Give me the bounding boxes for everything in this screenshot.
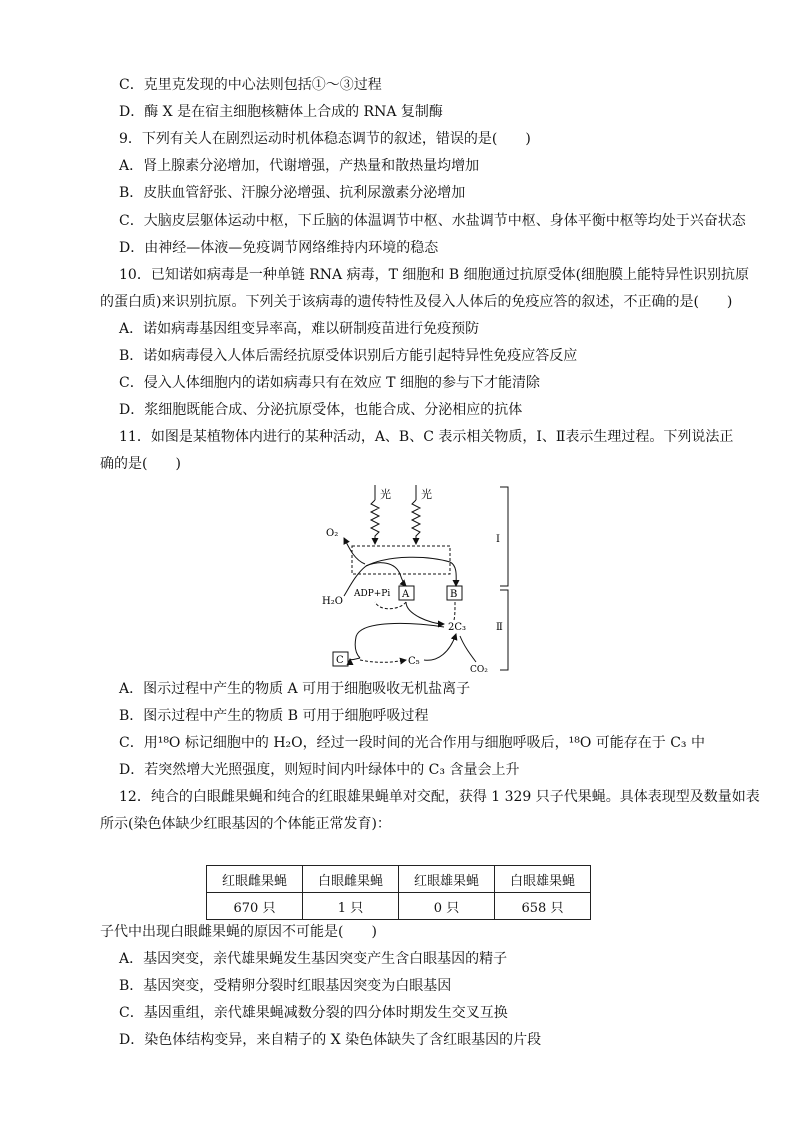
q10-stem: 10．已知诺如病毒是一种单链 RNA 病毒，T 细胞和 B 细胞通过抗原受体(细胞膜上能特异性识别抗原 <box>119 267 750 283</box>
photosynthesis-diagram <box>320 482 520 677</box>
table-header-cell: 红眼雄果蝇 <box>399 866 495 893</box>
light-label-1: 光 <box>380 488 391 501</box>
q11-stem: 11．如图是某植物体内进行的某种活动，A、B、C 表示相关物质，Ⅰ、Ⅱ表示生理过程。下列说法正 <box>119 429 734 445</box>
q9-option-b: B．皮肤血管舒张、汗腺分泌增强、抗利尿激素分泌增加 <box>119 185 466 201</box>
q9-stem: 9．下列有关人在剧烈运动时机体稳态调节的叙述，错误的是( ) <box>119 131 531 147</box>
c3-label: 2C₃ <box>448 622 467 633</box>
process-ii-label: Ⅱ <box>496 622 503 633</box>
q11-stem-cont: 确的是( ) <box>100 456 181 472</box>
substance-c-label: C <box>336 655 344 666</box>
light-label-2: 光 <box>421 488 432 501</box>
substance-a-label: A <box>402 589 410 600</box>
q10-option-b: B．诺如病毒侵入人体后需经抗原受体识别后方能引起特异性免疫应答反应 <box>119 348 578 364</box>
q12-question: 子代中出现白眼雌果蝇的原因不可能是( ) <box>100 924 377 940</box>
table-cell: 0 只 <box>399 893 495 920</box>
q8-option-d: D．酶 X 是在宿主细胞核糖体上合成的 RNA 复制酶 <box>119 104 443 120</box>
q12-option-a: A．基因突变，亲代雄果蝇发生基因突变产生含白眼基因的精子 <box>119 951 508 967</box>
table-row <box>207 893 591 920</box>
q12-option-d: D．染色体结构变异，来自精子的 X 染色体缺失了含红眼基因的片段 <box>119 1032 542 1048</box>
table-header-row <box>207 866 591 893</box>
q11-option-b: B．图示过程中产生的物质 B 可用于细胞呼吸过程 <box>119 708 429 724</box>
table-header-cell: 白眼雌果蝇 <box>303 866 399 893</box>
table-cell: 658 只 <box>495 893 591 920</box>
table-cell: 670 只 <box>207 893 303 920</box>
o2-label: O₂ <box>326 528 339 539</box>
q11-option-c: C．用¹⁸O 标记细胞中的 H₂O，经过一段时间的光合作用与细胞呼吸后，¹⁸O 可能存在于 C₃ 中 <box>119 735 705 751</box>
q9-option-c: C．大脑皮层躯体运动中枢，下丘脑的体温调节中枢、水盐调节中枢、身体平衡中枢等均处于兴奋状态 <box>119 213 746 229</box>
q10-option-c: C．侵入人体细胞内的诺如病毒只有在效应 T 细胞的参与下才能清除 <box>119 375 540 391</box>
adp-pi-label: ADP+Pi <box>354 589 391 599</box>
c5-label: C₅ <box>408 656 420 667</box>
table-header-cell: 红眼雌果蝇 <box>207 866 303 893</box>
h2o-label: H₂O <box>322 596 343 607</box>
q9-option-d: D．由神经—体液—免疫调节网络维持内环境的稳态 <box>119 240 439 256</box>
co2-label: CO₂ <box>470 665 488 675</box>
q9-option-a: A．肾上腺素分泌增加，代谢增强，产热量和散热量均增加 <box>119 158 480 174</box>
q11-option-a: A．图示过程中产生的物质 A 可用于细胞吸收无机盐离子 <box>119 681 471 697</box>
q10-stem-cont: 的蛋白质)来识别抗原。下列关于该病毒的遗传特性及侵入人体后的免疫应答的叙述，不正确的是( ) <box>100 294 733 310</box>
q11-option-d: D．若突然增大光照强度，则短时间内叶绿体中的 C₃ 含量会上升 <box>119 762 520 778</box>
q10-option-a: A．诺如病毒基因组变异率高，难以研制疫苗进行免疫预防 <box>119 321 480 337</box>
q12-option-c: C．基因重组，亲代雄果蝇减数分裂的四分体时期发生交叉互换 <box>119 1005 508 1021</box>
substance-b-label: B <box>450 589 458 600</box>
q12-stem: 12．纯合的白眼雌果蝇和纯合的红眼雄果蝇单对交配，获得 1 329 只子代果蝇。具体表现型及数量如表 <box>119 789 760 805</box>
table-cell: 1 只 <box>303 893 399 920</box>
table-header-cell: 白眼雄果蝇 <box>495 866 591 893</box>
q8-option-c: C．克里克发现的中心法则包括①～③过程 <box>119 77 382 93</box>
process-i-label: Ⅰ <box>496 534 500 545</box>
offspring-table <box>206 865 591 920</box>
q12-stem-cont: 所示(染色体缺少红眼基因的个体能正常发育)： <box>100 816 391 832</box>
q12-option-b: B．基因突变，受精卵分裂时红眼基因突变为白眼基因 <box>119 978 452 994</box>
q10-option-d: D．浆细胞既能合成、分泌抗原受体，也能合成、分泌相应的抗体 <box>119 402 523 418</box>
